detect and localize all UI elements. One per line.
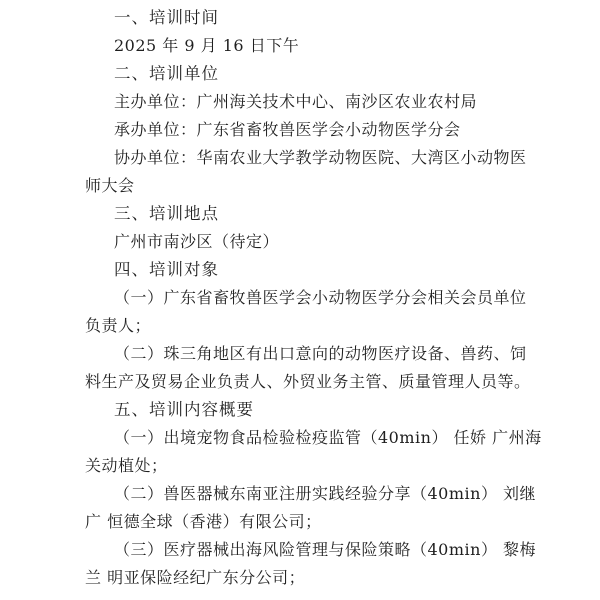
audience-item2-line1: （二）珠三角地区有出口意向的动物医疗设备、兽药、饲 (114, 344, 527, 363)
venue-value: 广州市南沙区（待定） (114, 232, 280, 251)
content-item2-line1: （二）兽医器械东南亚注册实践经验分享（40min） 刘继 (114, 484, 537, 503)
organizer-unit: 承办单位：广东省畜牧兽医学会小动物医学分会 (114, 120, 461, 139)
audience-item1-line1: （一）广东省畜牧兽医学会小动物医学分会相关会员单位 (114, 288, 527, 307)
section-heading-units: 二、培训单位 (114, 64, 219, 83)
content-item3-line1: （三）医疗器械出海风险管理与保险策略（40min） 黎梅 (114, 540, 537, 559)
content-item2-line2: 广 恒德全球（香港）有限公司； (85, 512, 322, 531)
audience-item2-line2: 料生产及贸易企业负责人、外贸业务主管、质量管理人员等。 (85, 372, 531, 391)
section-heading-venue: 三、培训地点 (114, 204, 219, 223)
co-organizer-unit-line2: 师大会 (85, 176, 135, 195)
section-heading-content: 五、培训内容概要 (114, 400, 254, 419)
host-unit: 主办单位：广州海关技术中心、南沙区农业农村局 (114, 92, 478, 111)
content-item1-line2: 关动植处； (85, 456, 168, 475)
training-time-value: 2025 年 9 月 16 日下午 (114, 36, 300, 55)
section-heading-audience: 四、培训对象 (114, 260, 219, 279)
co-organizer-unit-line1: 协办单位：华南农业大学教学动物医院、大湾区小动物医 (114, 148, 527, 167)
content-item3-line2: 兰 明亚保险经纪广东分公司； (85, 568, 306, 587)
content-item1-line1: （一）出境宠物食品检验检疫监管（40min） 任娇 广州海 (114, 428, 542, 447)
audience-item1-line2: 负责人； (85, 316, 152, 335)
section-heading-time: 一、培训时间 (114, 8, 219, 27)
